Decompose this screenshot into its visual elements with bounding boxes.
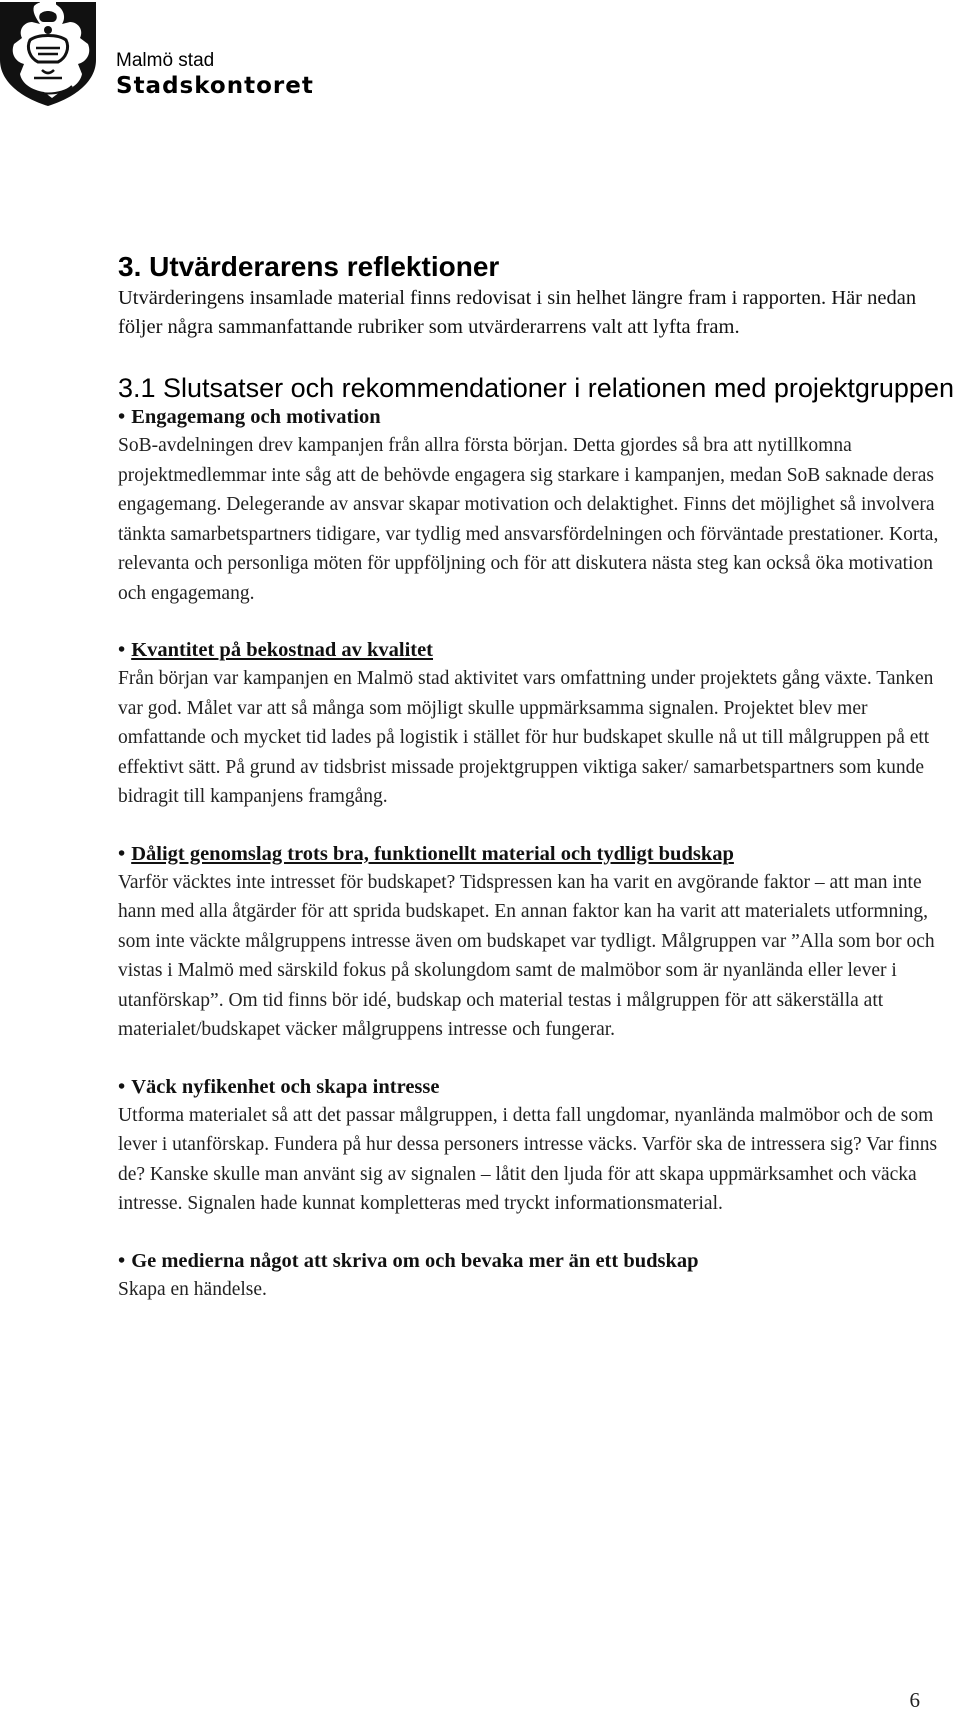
bullet-icon: • bbox=[118, 842, 126, 865]
bullet-icon: • bbox=[118, 639, 126, 661]
point-nyfikenhet bbox=[118, 1074, 958, 1219]
point-title-text: Väck nyfikenhet och skapa intresse bbox=[131, 1075, 440, 1098]
point-text: Varför väcktes inte intresset för budskapet? Tidspressen kan ha varit en avgörande faktor – att man inte hann med alla åtgärder för att sprida budskapet. En annan faktor kan ha varit att materialets utformning, som inte väckte målgruppens intresse även om budskapet var tydligt. Målgruppen var ”Alla som bor och vistas i Malmö med särskild fokus på skolungdom samt de malmöbor som är nyanlända eller lever i utanförskap”. Om tid finns bör idé, budskap och material testas i målgruppen för att säkerställa att materialet/budskapet väcker målgruppens intresse och fungerar. bbox=[118, 871, 935, 1040]
point-title-text: Ge medierna något att skriva om och bevaka mer än ett budskap bbox=[131, 1249, 699, 1272]
section-heading-3-1: 3.1 Slutsatser och rekommendationer i relationen med projektgruppen bbox=[118, 373, 954, 403]
point-text: SoB-avdelningen drev kampanjen från allra första början. Detta gjordes så bra att nytillkomna projektmedlemmar inte såg att de behövde engagera sig starkare i kampanjen, medan SoB saknade deras engagemang. Delegerande av ansvar skapar motivation och delaktighet. Finns det möjlighet så involvera tänkta samarbetspartners tidigare, var tydlig med ansvarsfördelningen och förväntade prestationer. Korta, relevanta och personliga möten för uppföljning och för att diskutera nästa steg kan också öka motivation och engagemang. bbox=[118, 435, 939, 604]
point-text: Skapa en händelse. bbox=[118, 1278, 267, 1300]
point-title bbox=[118, 404, 958, 431]
point-text: Utforma materialet så att det passar målgruppen, i detta fall ungdomar, nyanlända malmöbor och de som lever i utanförskap. Fundera på hur dessa personers intresse väcks. Varför ska de intressera sig? Var finns de? Kanske skulle man använt sig av signalen – låtit den ljuda för att skapa uppmärksamhet och väcka intresse. Signalen hade kunnat kompletteras med tryckt informationsmaterial. bbox=[118, 1104, 938, 1214]
point-title bbox=[118, 841, 958, 868]
point-title-text: Engagemang och motivation bbox=[131, 406, 381, 428]
document-content bbox=[118, 250, 958, 1304]
point-title-text: Kvantitet på bekostnad av kvalitet bbox=[131, 639, 434, 661]
point-title bbox=[118, 1248, 958, 1275]
malmo-coat-of-arms-icon bbox=[0, 0, 104, 108]
point-medierna bbox=[118, 1248, 958, 1305]
section-heading-3: 3. Utvärderarens reflektioner bbox=[118, 251, 500, 282]
org-name: Malmö stad bbox=[116, 50, 215, 71]
point-kvantitet bbox=[118, 637, 958, 812]
office-name: Stadskontoret bbox=[116, 73, 314, 99]
section-intro: Utvärderingens insamlade material finns redovisat i sin helhet längre fram i rapporten. Här nedan följer några sammanfattande rubriker som utvärderarrens valt att lyfta fram. bbox=[118, 287, 917, 338]
point-genomslag bbox=[118, 841, 958, 1045]
point-engagemang bbox=[118, 404, 958, 608]
bullet-icon: • bbox=[118, 1249, 126, 1272]
organization-header bbox=[116, 50, 314, 100]
page-number: 6 bbox=[909, 1688, 920, 1712]
bullet-icon: • bbox=[118, 406, 126, 428]
point-text: Från början var kampanjen en Malmö stad aktivitet vars omfattning under projektets gång växte. Tanken var god. Målet var att så många som möjligt skulle uppmärksamma signalen. Projektet blev mer omfattande och mycket tid lades på logistik i stället för hur budskapet skulle nå ut till målgruppen på ett effektivt sätt. På grund av tidsbrist missade projektgruppen viktiga saker/ samarbetspartners som kunde bidragit till kampanjens framgång. bbox=[118, 668, 934, 807]
point-title bbox=[118, 637, 958, 664]
point-title bbox=[118, 1074, 958, 1101]
bullet-icon: • bbox=[118, 1075, 126, 1098]
point-title-text: Dåligt genomslag trots bra, funktionellt material och tydligt budskap bbox=[131, 842, 734, 865]
